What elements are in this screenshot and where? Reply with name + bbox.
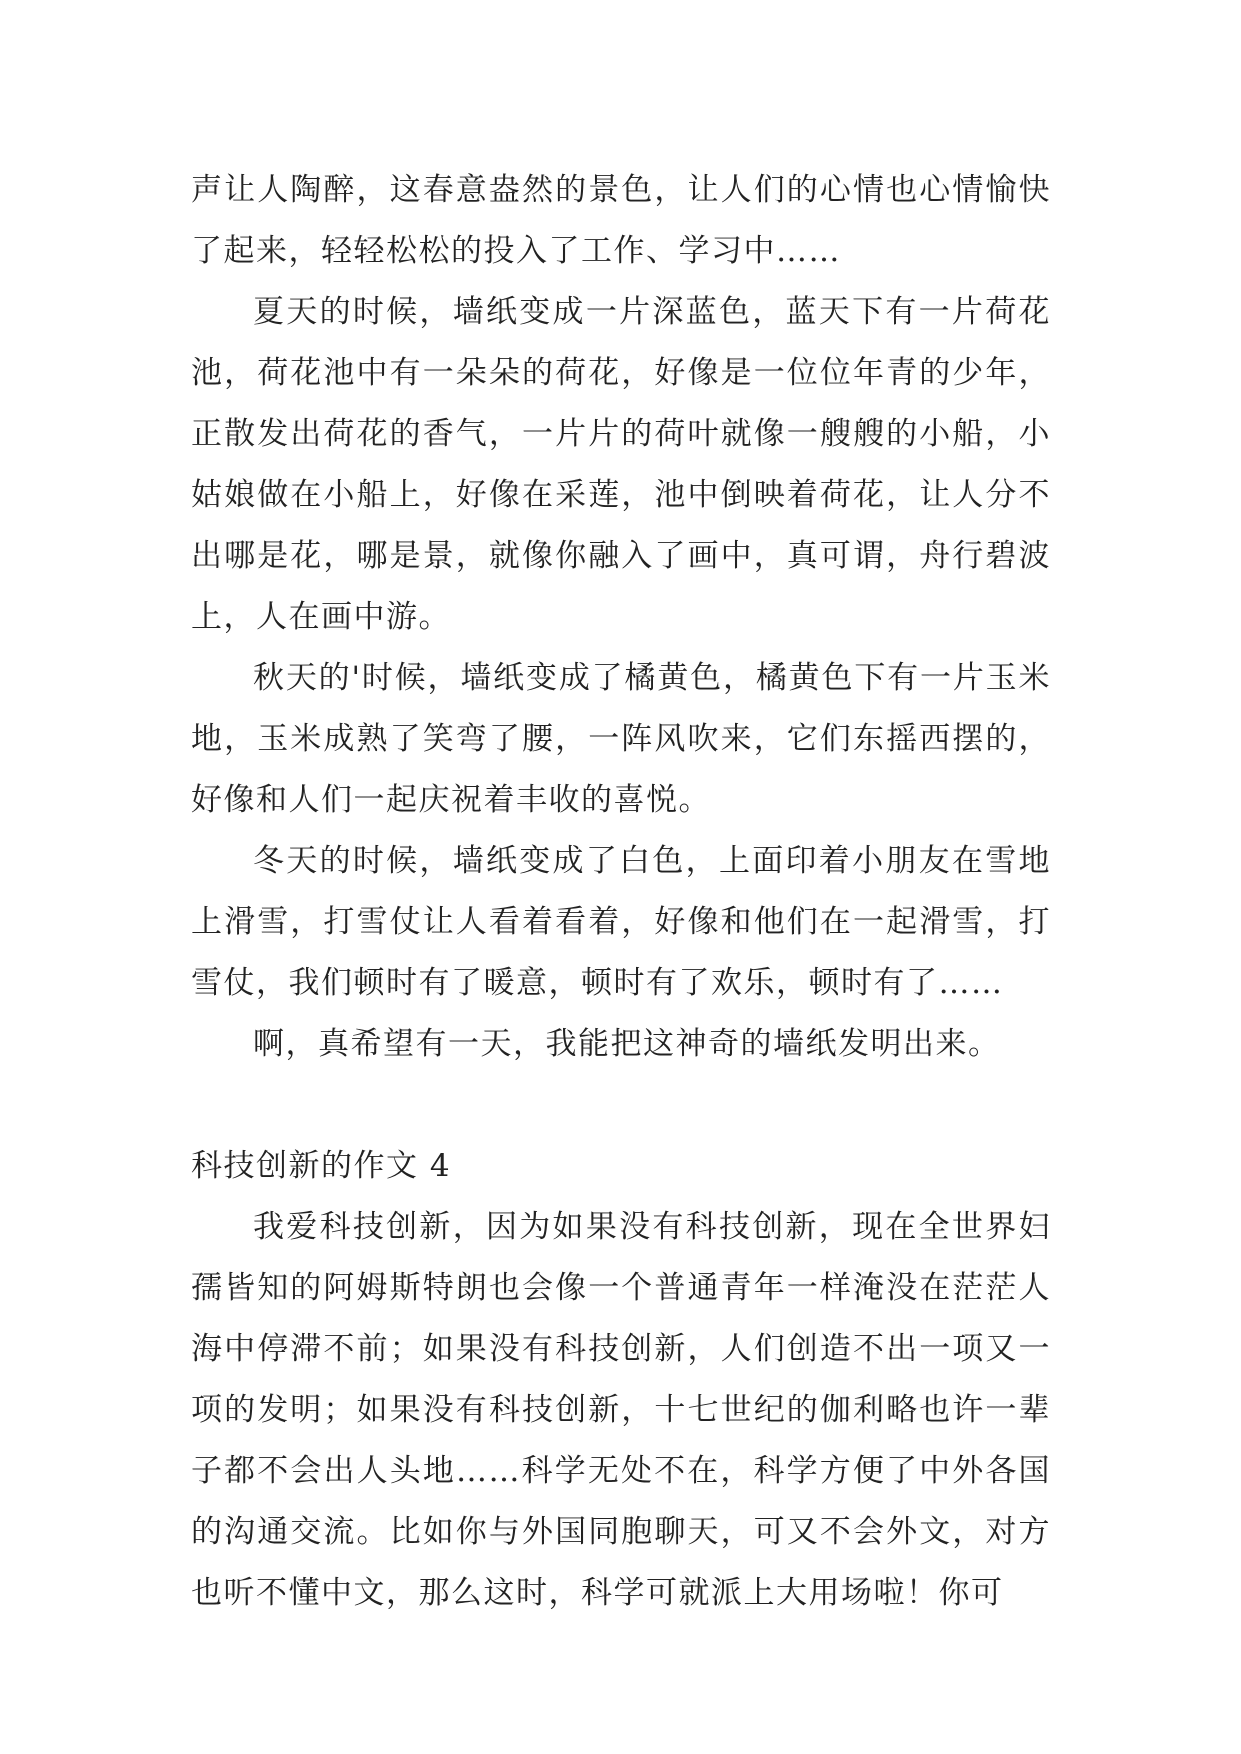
paragraph-conclusion: 啊，真希望有一天，我能把这神奇的墙纸发明出来。	[253, 1026, 1001, 1062]
document-body	[191, 160, 1051, 1624]
paragraph-autumn: 秋天的'时候，墙纸变成了橘黄色，橘黄色下有一片玉米地，玉米成熟了笑弯了腰，一阵风吹来，它们东摇西摆的，好像和人们一起庆祝着丰收的喜悦。	[191, 660, 1051, 818]
paragraph-spring-end: 声让人陶醉，这春意盎然的景色，让人们的心情也心情愉快了起来，轻轻松松的投入了工作、学习中……	[191, 172, 1051, 269]
paragraph-winter: 冬天的时候，墙纸变成了白色，上面印着小朋友在雪地上滑雪，打雪仗让人看着看着，好像和他们在一起滑雪，打雪仗，我们顿时有了暖意，顿时有了欢乐，顿时有了……	[191, 843, 1051, 1001]
paragraph-tech-innovation: 我爱科技创新，因为如果没有科技创新，现在全世界妇孺皆知的阿姆斯特朗也会像一个普通青年一样淹没在茫茫人海中停滞不前；如果没有科技创新，人们创造不出一项又一项的发明；如果没有科技创新，十七世纪的伽利略也许一辈子都不会出人头地……科学无处不在，科学方便了中外各国的沟通交流。比如你与外国同胞聊天，可又不会外文，对方也听不懂中文，那么这时，科学可就派上大用场啦！你可	[191, 1209, 1051, 1611]
section-title: 科技创新的作文 4	[191, 1148, 452, 1184]
paragraph-summer: 夏天的时候，墙纸变成一片深蓝色，蓝天下有一片荷花池，荷花池中有一朵朵的荷花，好像是一位位年青的少年，正散发出荷花的香气，一片片的荷叶就像一艘艘的小船，小姑娘做在小船上，好像在采莲，池中倒映着荷花，让人分不出哪是花，哪是景，就像你融入了画中，真可谓，舟行碧波上，人在画中游。	[191, 294, 1051, 635]
